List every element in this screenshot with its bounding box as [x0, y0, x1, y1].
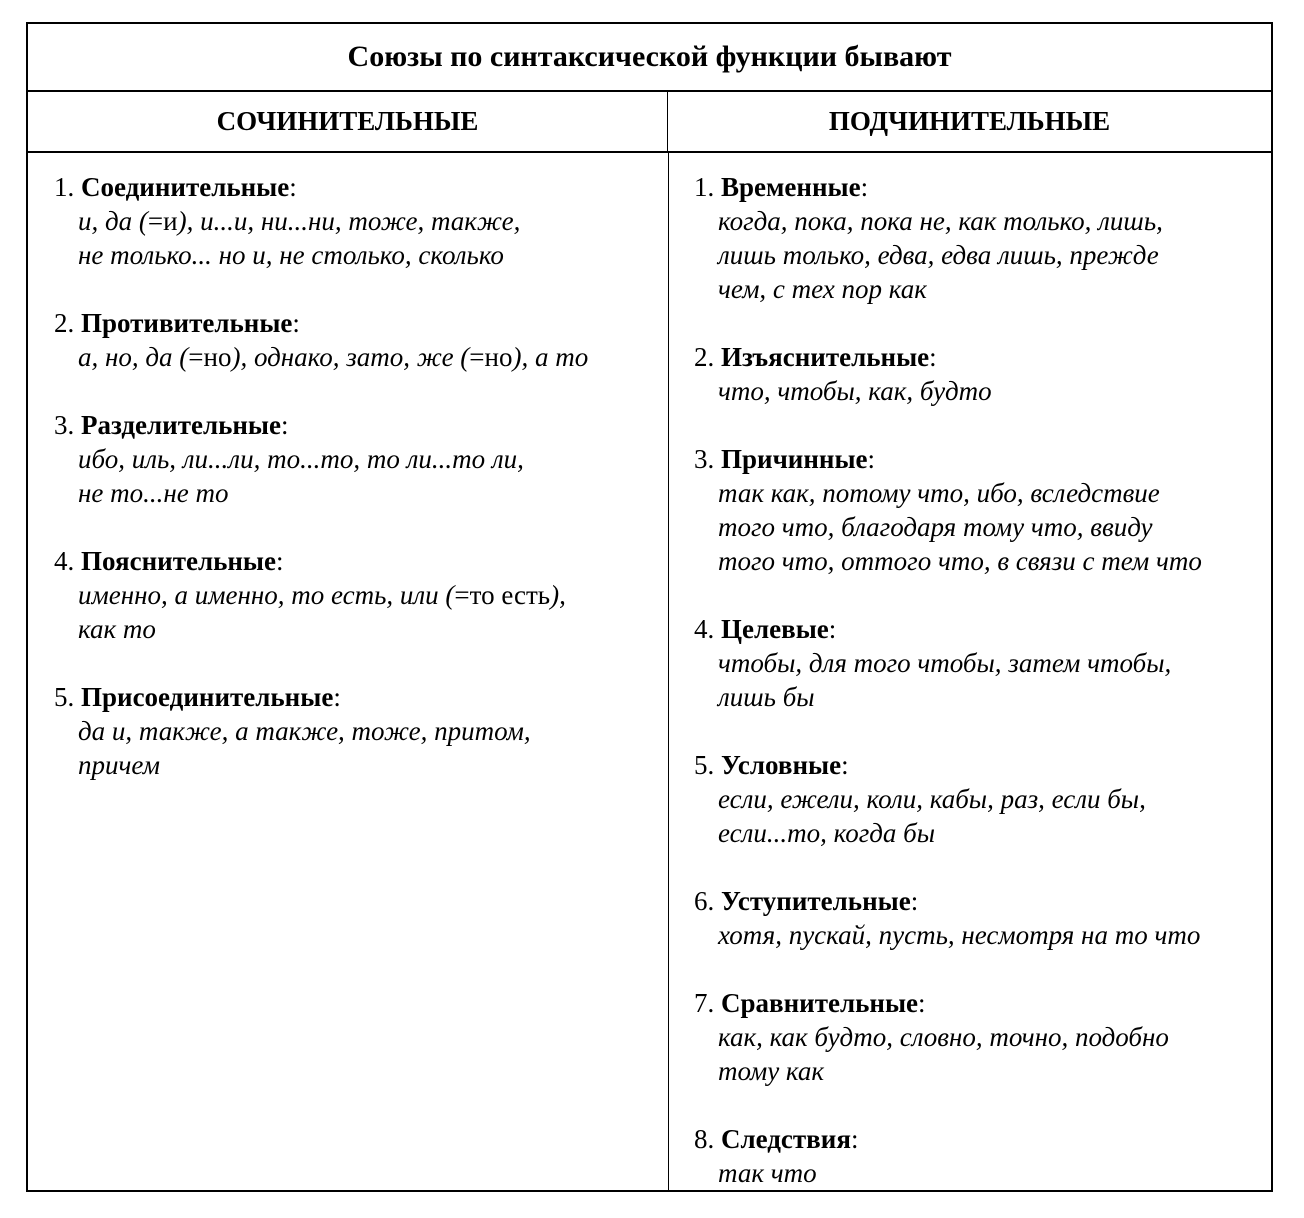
example-text: того что, оттого что, в связи с тем что [718, 546, 1202, 576]
group-colon: : [289, 172, 297, 202]
example-text: лишь только, едва, едва лишь, прежде [718, 240, 1159, 270]
column-header-coordinating: СОЧИНИТЕЛЬНЫЕ [28, 92, 668, 151]
conjunction-examples-line [54, 204, 654, 238]
conjunction-examples-line [54, 476, 654, 510]
group-heading [54, 408, 654, 442]
example-text: ), однако, зато, же ( [231, 342, 470, 372]
group-heading [54, 680, 654, 714]
example-text: как то [78, 614, 156, 644]
conjunction-examples-line [694, 510, 1264, 544]
example-text: а, но, да ( [78, 342, 189, 372]
group-name: Уступительные [721, 886, 911, 916]
example-text: именно, а именно, то есть, или ( [78, 580, 455, 610]
group-colon: : [841, 750, 849, 780]
subordinating-column [694, 170, 1264, 1190]
conjunction-group [54, 680, 654, 782]
group-number: 8. [694, 1124, 721, 1154]
group-name: Разделительные [81, 410, 281, 440]
group-name: Сравнительные [721, 988, 919, 1018]
group-heading [694, 884, 1264, 918]
conjunction-examples-line [694, 782, 1264, 816]
conjunction-group [694, 442, 1264, 578]
conjunction-examples-line [694, 374, 1264, 408]
conjunction-examples-line [694, 476, 1264, 510]
conjunction-group [54, 408, 654, 510]
group-number: 5. [54, 682, 81, 712]
group-name: Присоединительные [81, 682, 334, 712]
conjunction-examples-line [54, 238, 654, 272]
group-colon: : [333, 682, 341, 712]
conjunction-examples-line [54, 748, 654, 782]
group-name: Противительные [81, 308, 293, 338]
example-text: что, чтобы, как, будто [718, 376, 992, 406]
conjunction-group [694, 884, 1264, 952]
example-gloss: =но [469, 342, 513, 372]
conjunction-examples-line [694, 1054, 1264, 1088]
group-number: 3. [54, 410, 81, 440]
group-colon: : [860, 172, 869, 202]
conjunctions-table [26, 22, 1273, 1192]
conjunction-group [694, 612, 1264, 714]
group-name: Следствия [721, 1124, 851, 1154]
group-name: Изъяснительные [721, 342, 930, 372]
group-colon: : [918, 988, 926, 1018]
group-heading [694, 170, 1264, 204]
example-gloss: =и [147, 206, 178, 236]
example-text: того что, благодаря тому что, ввиду [718, 512, 1153, 542]
example-text: чтобы, для того чтобы, затем чтобы, [718, 648, 1172, 678]
example-text: ), [550, 580, 566, 610]
example-text: лишь бы [718, 682, 815, 712]
group-colon: : [929, 342, 937, 372]
conjunction-group [54, 170, 654, 272]
table-title: Союзы по синтаксической функции бывают [28, 24, 1271, 92]
conjunction-examples-line [694, 816, 1264, 850]
group-number: 4. [694, 614, 721, 644]
group-number: 1. [694, 172, 721, 202]
example-text: и, да ( [78, 206, 148, 236]
group-name: Условные [721, 750, 842, 780]
group-name: Соединительные [81, 172, 290, 202]
example-text: хотя, пускай, пусть, несмотря на то что [718, 920, 1201, 950]
group-heading [694, 986, 1264, 1020]
example-text: если, ежели, коли, кабы, раз, если бы, [718, 784, 1146, 814]
conjunction-examples-line [694, 680, 1264, 714]
example-text: как, как будто, словно, точно, подобно [718, 1022, 1169, 1052]
example-text: да и, также, а также, тоже, притом, [78, 716, 531, 746]
group-number: 6. [694, 886, 721, 916]
header-row [28, 92, 1271, 153]
conjunction-examples-line [694, 918, 1264, 952]
group-number: 5. [694, 750, 721, 780]
example-text: так как, потому что, ибо, вследствие [718, 478, 1160, 508]
example-gloss: =но [188, 342, 232, 372]
conjunction-group [694, 170, 1264, 306]
group-heading [694, 612, 1264, 646]
conjunction-examples-line [694, 1020, 1264, 1054]
conjunction-examples-line [694, 238, 1264, 272]
example-text: так что [718, 1158, 817, 1188]
column-header-subordinating: ПОДЧИНИТЕЛЬНЫЕ [828, 106, 1111, 136]
group-colon: : [910, 886, 919, 916]
example-text: чем, с тех пор как [718, 274, 927, 304]
conjunction-examples-line [694, 1156, 1264, 1190]
conjunction-examples-line [54, 578, 654, 612]
conjunction-group [694, 748, 1264, 850]
group-number: 7. [694, 988, 721, 1018]
group-heading [54, 170, 654, 204]
conjunction-examples-line [54, 612, 654, 646]
example-text: не только... но и, не столько, сколько [78, 240, 504, 270]
group-heading [694, 442, 1264, 476]
group-number: 3. [694, 444, 721, 474]
example-text: ), а то [512, 342, 589, 372]
example-text: тому как [718, 1056, 825, 1086]
conjunction-examples-line [694, 204, 1264, 238]
group-colon: : [292, 308, 300, 338]
group-heading [694, 748, 1264, 782]
conjunction-examples-line [694, 272, 1264, 306]
group-colon: : [867, 444, 876, 474]
group-number: 2. [694, 342, 721, 372]
group-name: Пояснительные [81, 546, 276, 576]
conjunction-examples-line [54, 340, 654, 374]
group-heading [694, 1122, 1264, 1156]
group-colon: : [828, 614, 837, 644]
example-text: ибо, иль, ли...ли, то...то, то ли...то ли, [78, 444, 524, 474]
example-text: причем [78, 750, 160, 780]
conjunction-examples-line [54, 442, 654, 476]
example-text: ), и...и, ни...ни, тоже, также, [177, 206, 521, 236]
group-name: Причинные [721, 444, 868, 474]
example-text: если...то, когда бы [718, 818, 936, 848]
column-divider [668, 153, 669, 1190]
conjunction-group [694, 986, 1264, 1088]
group-colon: : [276, 546, 284, 576]
group-heading [694, 340, 1264, 374]
group-heading [54, 544, 654, 578]
group-heading [54, 306, 654, 340]
group-number: 1. [54, 172, 81, 202]
group-number: 2. [54, 308, 81, 338]
group-number: 4. [54, 546, 81, 576]
example-gloss: =то есть [454, 580, 551, 610]
conjunction-group [694, 340, 1264, 408]
group-name: Целевые [721, 614, 829, 644]
conjunction-examples-line [54, 714, 654, 748]
conjunction-examples-line [694, 646, 1264, 680]
group-name: Временные [721, 172, 861, 202]
conjunction-group [694, 1122, 1264, 1190]
coordinating-column [54, 170, 654, 782]
group-colon: : [281, 410, 289, 440]
example-text: не то...не то [78, 478, 229, 508]
conjunction-group [54, 306, 654, 374]
conjunction-group [54, 544, 654, 646]
example-text: когда, пока, пока не, как только, лишь, [718, 206, 1163, 236]
group-colon: : [850, 1124, 859, 1154]
conjunction-examples-line [694, 544, 1264, 578]
